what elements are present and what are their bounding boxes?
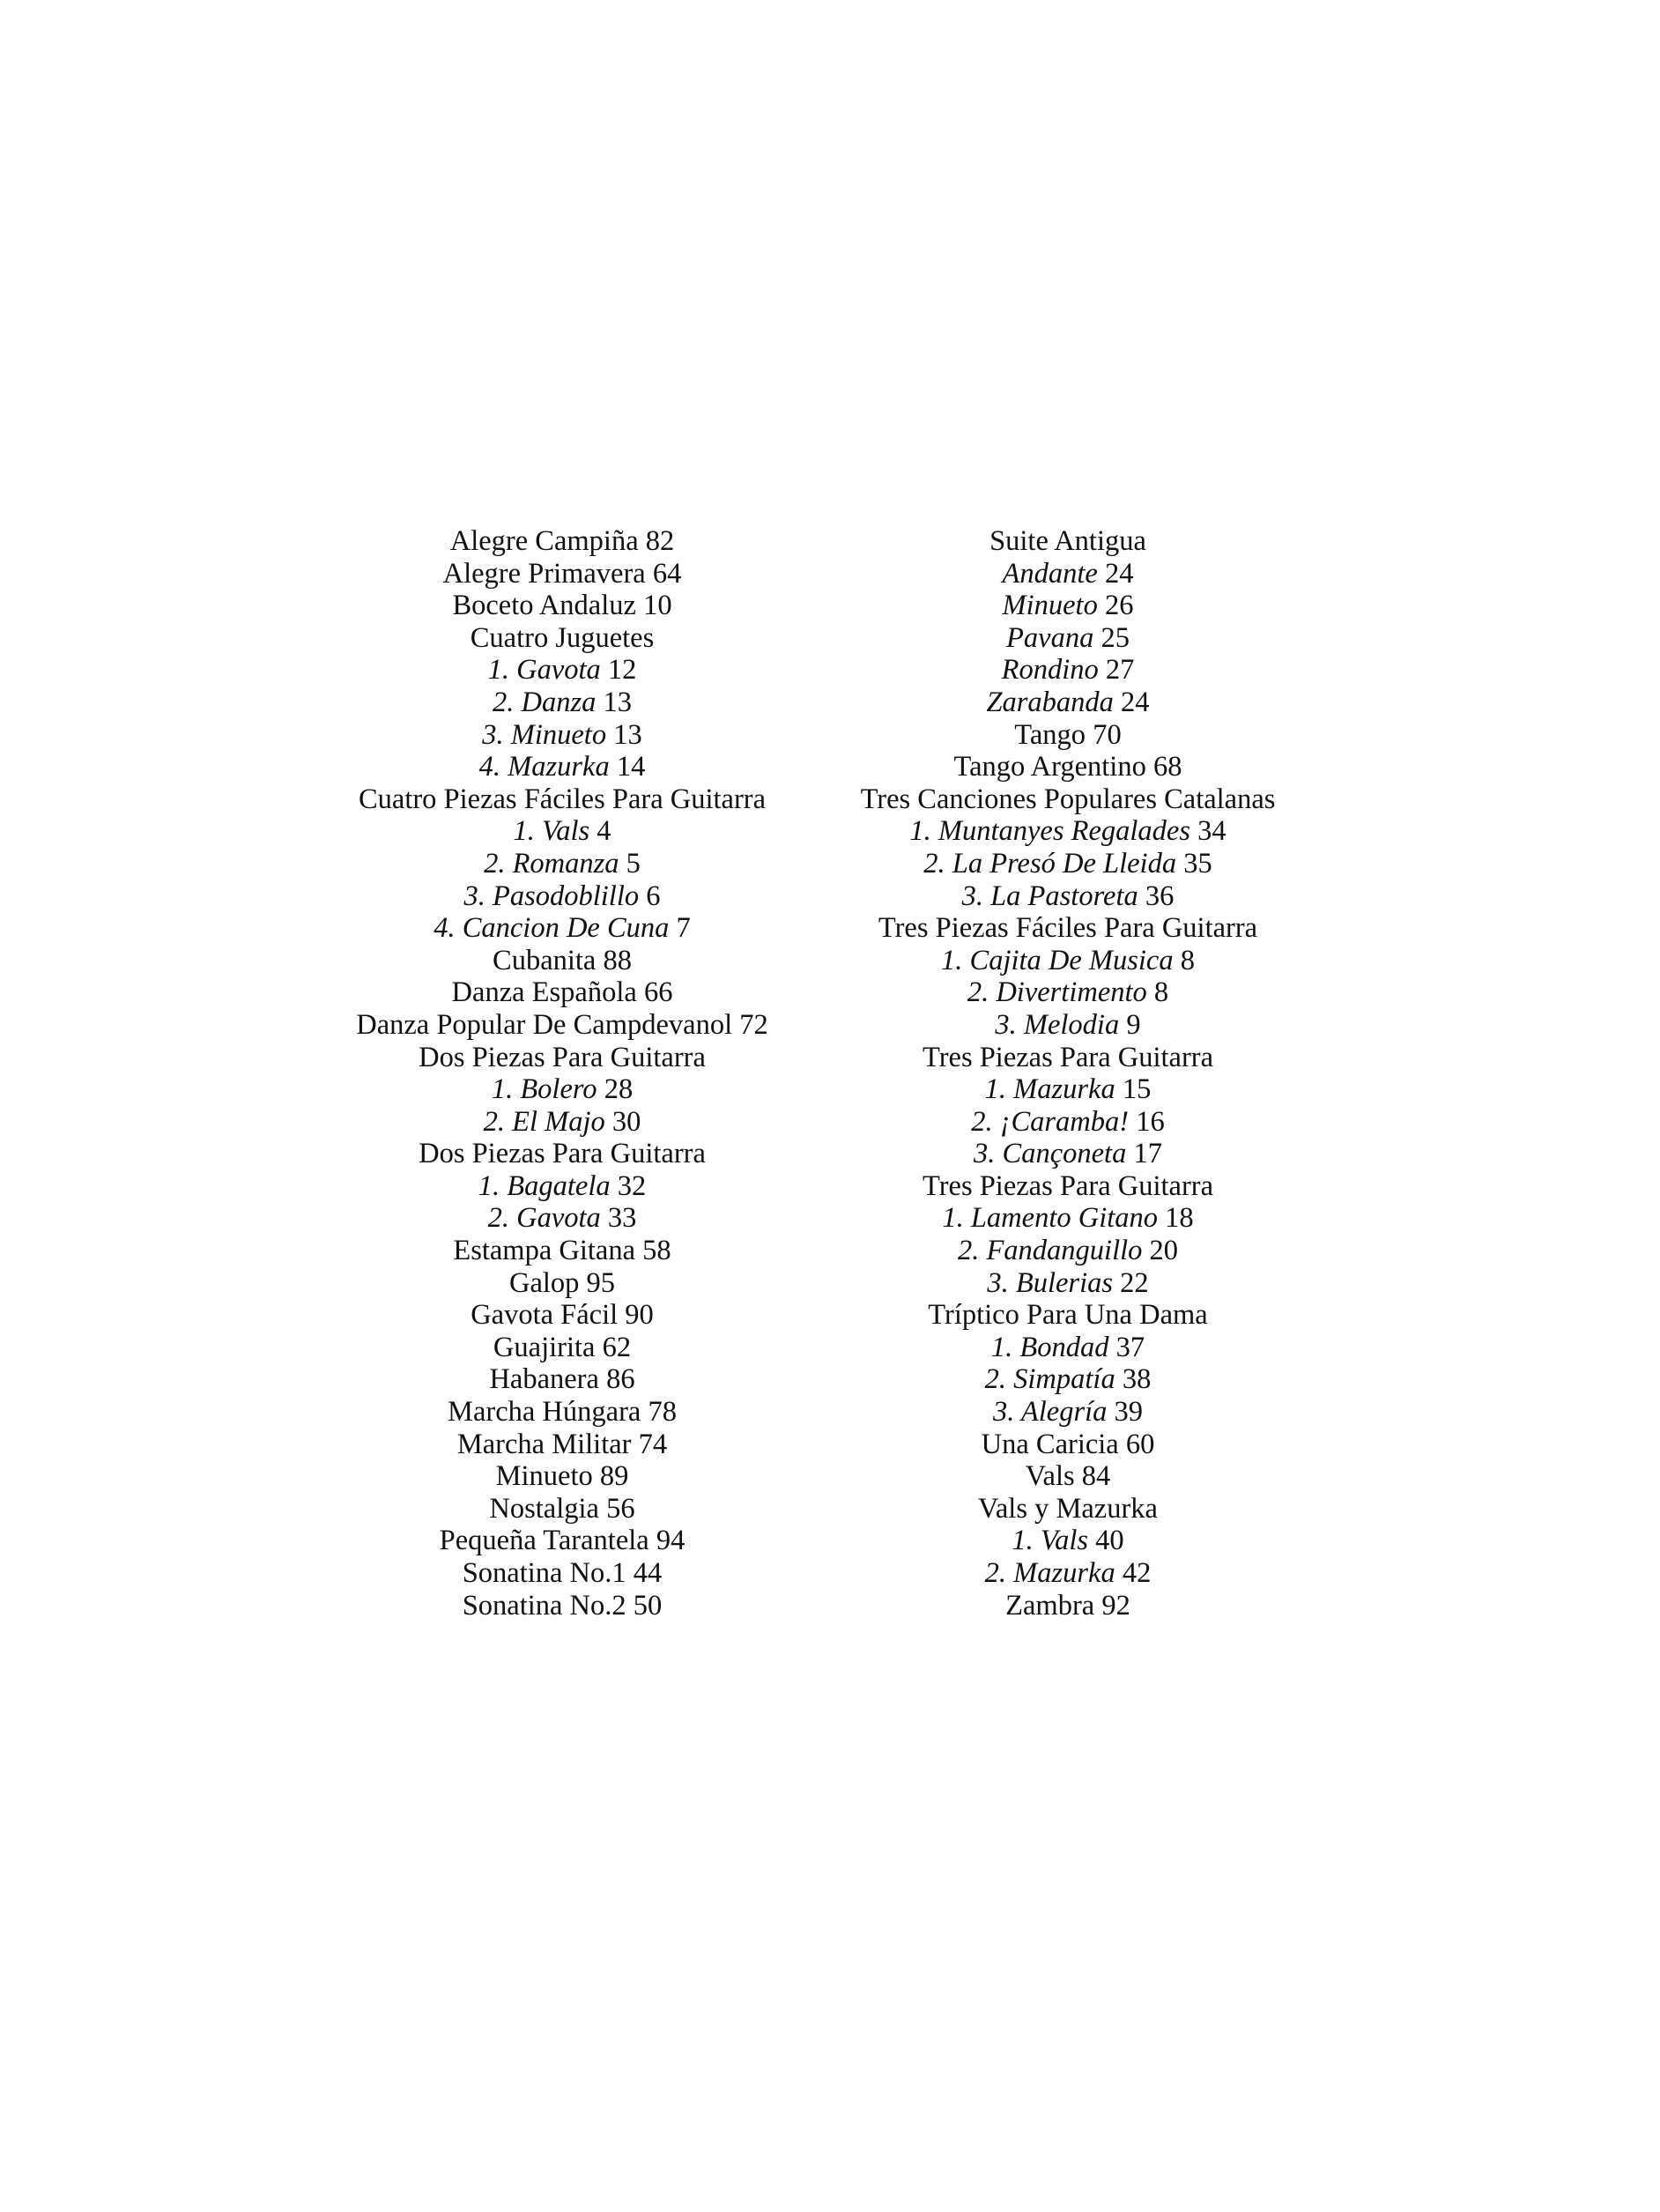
entry-page-number: 13 — [613, 718, 642, 751]
entry-title: Dos Piezas Para Guitarra — [419, 1041, 706, 1073]
entry-title: Zambra — [1005, 1589, 1095, 1622]
index-entry — [760, 751, 1376, 783]
index-subentry — [760, 1138, 1376, 1170]
entry-title: Andante — [1002, 557, 1098, 590]
entry-title: 3. La Pastoreta — [961, 880, 1138, 912]
entry-title: 2. El Majo — [483, 1105, 605, 1138]
entry-title: Pequeña Tarantela — [439, 1525, 649, 1557]
entry-title: 2. Romanza — [484, 847, 619, 880]
index-entry — [760, 1460, 1376, 1493]
entry-page-number: 22 — [1120, 1266, 1149, 1299]
entry-title: Rondino — [1001, 654, 1099, 687]
entry-title: Tres Piezas Fáciles Para Guitarra — [878, 912, 1258, 945]
entry-page-number: 24 — [1121, 686, 1150, 718]
entry-title: Tango Argentino — [953, 751, 1146, 783]
entry-page-number: 8 — [1180, 944, 1195, 976]
entry-title: Minueto — [1002, 590, 1098, 622]
index-subentry — [760, 1073, 1376, 1106]
index-subentry — [760, 590, 1376, 622]
entry-title: Cuatro Piezas Fáciles Para Guitarra — [358, 783, 767, 815]
index-entry — [760, 525, 1376, 558]
entry-title: 2. ¡Caramba! — [971, 1105, 1130, 1138]
index-subentry — [760, 1106, 1376, 1139]
entry-title: 4. Cancion De Cuna — [434, 912, 670, 945]
index-subentry — [760, 622, 1376, 655]
index-column-right — [760, 525, 1376, 1622]
entry-page-number: 86 — [606, 1363, 635, 1396]
entry-page-number: 5 — [626, 847, 641, 880]
entry-page-number: 40 — [1095, 1525, 1124, 1557]
entry-page-number: 74 — [638, 1428, 668, 1460]
index-subentry — [760, 687, 1376, 719]
entry-page-number: 28 — [604, 1073, 634, 1106]
entry-title: Habanera — [489, 1363, 599, 1396]
entry-page-number: 44 — [633, 1557, 663, 1589]
entry-title: 4. Mazurka — [478, 751, 610, 783]
index-subentry — [760, 1235, 1376, 1267]
entry-page-number: 10 — [643, 590, 672, 622]
entry-page-number: 26 — [1104, 590, 1134, 622]
index-entry — [760, 1429, 1376, 1461]
entry-title: Boceto Andaluz — [452, 590, 636, 622]
entry-page-number: 30 — [611, 1105, 641, 1138]
entry-title: 1. Gavota — [487, 654, 601, 687]
entry-title: Tres Piezas Para Guitarra — [922, 1169, 1214, 1202]
index-subentry — [760, 1396, 1376, 1429]
entry-title: Galop — [508, 1266, 580, 1299]
index-entry — [760, 1493, 1376, 1525]
entry-page-number: 17 — [1133, 1138, 1162, 1170]
index-entry — [760, 1590, 1376, 1622]
index-entry — [760, 719, 1376, 752]
entry-title: Cubanita — [493, 944, 597, 976]
entry-title: 2. Fandanguillo — [957, 1235, 1143, 1267]
entry-title: 3. Alegría — [992, 1396, 1108, 1429]
entry-title: Zarabanda — [986, 686, 1114, 718]
entry-title: Sonatina No.2 — [462, 1589, 626, 1622]
entry-page-number: 89 — [599, 1460, 629, 1493]
entry-page-number: 13 — [603, 686, 632, 718]
entry-title: Alegre Primavera — [442, 557, 646, 590]
entry-title: 2. Danza — [493, 686, 597, 718]
entry-page-number: 50 — [633, 1589, 663, 1622]
index-subentry — [760, 815, 1376, 848]
index-subentry — [760, 848, 1376, 880]
entry-page-number: 39 — [1114, 1396, 1144, 1429]
entry-title: 3. Pasodoblillo — [463, 880, 640, 912]
entry-title: Vals y Mazurka — [978, 1492, 1158, 1525]
entry-page-number: 18 — [1165, 1202, 1194, 1235]
entry-page-number: 56 — [606, 1492, 635, 1525]
entry-title: 3. Bulerias — [987, 1266, 1113, 1299]
index-subentry — [760, 1363, 1376, 1396]
entry-title: Minueto — [495, 1460, 593, 1493]
index-entry — [760, 1170, 1376, 1203]
entry-page-number: 68 — [1152, 751, 1182, 783]
entry-page-number: 58 — [642, 1235, 671, 1267]
entry-title: Nostalgia — [489, 1492, 599, 1525]
index-subentry — [760, 1557, 1376, 1590]
entry-title: 3. Cançoneta — [974, 1138, 1127, 1170]
entry-page-number: 6 — [646, 880, 661, 912]
entry-page-number: 32 — [617, 1169, 647, 1202]
entry-page-number: 62 — [602, 1331, 632, 1363]
entry-page-number: 34 — [1197, 815, 1226, 848]
entry-page-number: 37 — [1115, 1331, 1145, 1363]
entry-title: 2. Gavota — [487, 1202, 601, 1235]
entry-page-number: 38 — [1122, 1363, 1152, 1396]
entry-page-number: 64 — [652, 557, 682, 590]
index-subentry — [760, 880, 1376, 913]
entry-page-number: 94 — [656, 1525, 685, 1557]
entry-page-number: 42 — [1122, 1557, 1152, 1589]
entry-title: Cuatro Juguetes — [470, 621, 655, 654]
entry-title: Alegre Campiña — [449, 525, 639, 557]
entry-title: Tres Canciones Populares Catalanas — [860, 783, 1276, 815]
index-subentry — [760, 558, 1376, 590]
entry-title: Pavana — [1006, 621, 1094, 654]
entry-title: 1. Cajita De Musica — [941, 944, 1174, 976]
entry-title: 3. Minueto — [482, 718, 607, 751]
entry-title: Una Caricia — [981, 1428, 1119, 1460]
index-subentry — [760, 1267, 1376, 1300]
entry-page-number: 95 — [586, 1266, 616, 1299]
index-subentry — [760, 1009, 1376, 1042]
index-entry — [760, 1042, 1376, 1074]
entry-page-number: 16 — [1136, 1105, 1165, 1138]
entry-title: Dos Piezas Para Guitarra — [419, 1138, 706, 1170]
entry-page-number: 66 — [643, 976, 673, 1009]
entry-title: 2. Mazurka — [984, 1557, 1115, 1589]
entry-page-number: 20 — [1149, 1235, 1179, 1267]
entry-title: Gavota Fácil — [471, 1299, 619, 1332]
entry-title: 1. Vals — [1012, 1525, 1089, 1557]
entry-title: Tres Piezas Para Guitarra — [922, 1041, 1214, 1073]
entry-page-number: 82 — [645, 525, 675, 557]
entry-page-number: 92 — [1101, 1589, 1130, 1622]
entry-title: 2. Simpatía — [984, 1363, 1115, 1396]
entry-page-number: 8 — [1153, 976, 1169, 1009]
entry-page-number: 15 — [1122, 1073, 1152, 1106]
entry-title: Marcha Militar — [456, 1428, 632, 1460]
entry-page-number: 7 — [676, 912, 691, 945]
entry-page-number: 78 — [648, 1396, 677, 1429]
entry-title: Danza Popular De Campdevanol — [356, 1008, 733, 1041]
index-subentry — [760, 1332, 1376, 1364]
entry-title: 1. Bolero — [491, 1073, 597, 1106]
entry-title: 2. Divertimento — [967, 976, 1147, 1009]
entry-title: Vals — [1025, 1460, 1075, 1493]
entry-title: Danza Española — [451, 976, 637, 1009]
entry-page-number: 12 — [607, 654, 637, 687]
entry-page-number: 72 — [739, 1008, 768, 1041]
index-subentry — [760, 654, 1376, 687]
index-subentry — [760, 1525, 1376, 1557]
entry-page-number: 27 — [1105, 654, 1135, 687]
entry-page-number: 36 — [1145, 880, 1175, 912]
entry-page-number: 70 — [1093, 718, 1122, 751]
entry-title: Marcha Húngara — [448, 1396, 641, 1429]
entry-page-number: 9 — [1126, 1008, 1141, 1041]
entry-title: 1. Bondad — [990, 1331, 1109, 1363]
entry-page-number: 90 — [625, 1299, 654, 1332]
index-entry — [760, 783, 1376, 816]
entry-page-number: 25 — [1100, 621, 1130, 654]
entry-title: Sonatina No.1 — [462, 1557, 626, 1589]
entry-title: Tango — [1014, 718, 1086, 751]
entry-page-number: 4 — [597, 815, 611, 848]
entry-title: Guajirita — [493, 1331, 596, 1363]
entry-page-number: 33 — [607, 1202, 637, 1235]
entry-title: Estampa Gitana — [453, 1235, 636, 1267]
entry-title: 1. Mazurka — [984, 1073, 1115, 1106]
entry-title: 1. Lamento Gitano — [942, 1202, 1159, 1235]
entry-title: Suite Antigua — [989, 525, 1146, 557]
entry-title: 3. Melodia — [995, 1008, 1120, 1041]
index-subentry — [760, 1202, 1376, 1235]
entry-page-number: 84 — [1081, 1460, 1111, 1493]
index-subentry — [760, 945, 1376, 977]
entry-title: 1. Vals — [513, 815, 590, 848]
index-entry — [760, 912, 1376, 945]
entry-title: 2. La Presó De Lleida — [923, 847, 1177, 880]
entry-page-number: 14 — [616, 751, 646, 783]
entry-page-number: 88 — [603, 944, 632, 976]
entry-page-number: 24 — [1104, 557, 1134, 590]
index-entry — [760, 1299, 1376, 1332]
entry-page-number: 60 — [1125, 1428, 1155, 1460]
entry-title: Tríptico Para Una Dama — [928, 1299, 1208, 1332]
entry-title: 1. Bagatela — [478, 1169, 611, 1202]
entry-page-number: 35 — [1183, 847, 1212, 880]
index-subentry — [760, 976, 1376, 1009]
entry-title: 1. Muntanyes Regalades — [909, 815, 1190, 848]
